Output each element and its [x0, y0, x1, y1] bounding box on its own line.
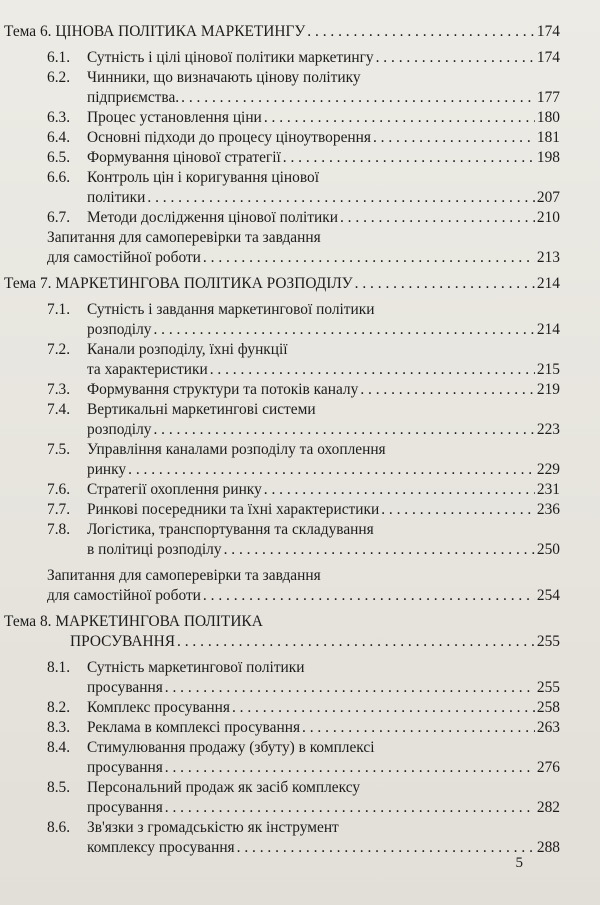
- entry-page-number: 236: [536, 501, 560, 518]
- leader-dots: [153, 320, 534, 340]
- leader-dots: [302, 718, 535, 738]
- entry-title: Контроль цін і коригування цінової: [87, 169, 320, 186]
- entry-title: для самостійної роботи: [47, 249, 201, 266]
- entry-title: Методи дослідження цінової політики: [87, 209, 338, 226]
- leader-dots: [381, 500, 535, 520]
- entry-page-number: 210: [536, 209, 560, 226]
- section-number: 7.2.: [47, 341, 71, 358]
- entry-title: Ринкові посередники та їхні характеристики: [87, 501, 380, 518]
- section-number: 7.6.: [47, 481, 71, 498]
- toc-entry-section: [0, 380, 560, 400]
- leader-dots: [376, 48, 535, 68]
- entry-page-number: 198: [536, 149, 560, 166]
- toc-entry-section: [0, 480, 560, 500]
- entry-title: Тема 7. МАРКЕТИНГОВА ПОЛІТИКА РОЗПОДІЛУ: [4, 275, 353, 292]
- leader-dots: [165, 798, 535, 818]
- leader-dots: [203, 248, 535, 268]
- entry-page-number: 219: [536, 381, 560, 398]
- leader-dots: [264, 480, 535, 500]
- entry-title: в політиці розподілу: [87, 541, 222, 558]
- section-number: 6.1.: [47, 49, 71, 66]
- entry-title: розподілу: [87, 321, 152, 338]
- section-number: 6.2.: [47, 69, 71, 86]
- entry-page-number: 263: [536, 719, 560, 736]
- section-number: 7.4.: [47, 401, 71, 418]
- entry-page-number: 177: [536, 89, 560, 106]
- leader-dots: [165, 758, 535, 778]
- section-number: 6.6.: [47, 169, 71, 186]
- section-number: 7.5.: [47, 441, 71, 458]
- section-number: 8.6.: [47, 819, 71, 836]
- entry-title: підприємства.: [87, 89, 180, 106]
- section-number: 6.4.: [47, 129, 71, 146]
- section-number: 6.7.: [47, 209, 71, 226]
- entry-title: Канали розподілу, їхні функції: [87, 341, 288, 358]
- toc-entry-section: [0, 400, 560, 440]
- leader-dots: [165, 678, 535, 698]
- entry-page-number: 207: [536, 189, 560, 206]
- entry-title: Сутність маркетингової політики: [87, 659, 305, 676]
- leader-dots: [237, 838, 535, 858]
- toc-entry-section: [0, 128, 560, 148]
- section-number: 7.3.: [47, 381, 71, 398]
- toc-entry-section: [0, 340, 560, 380]
- leader-dots: [128, 460, 535, 480]
- entry-page-number: 231: [536, 481, 560, 498]
- toc-entry-topic: [0, 22, 560, 42]
- leader-dots: [360, 380, 535, 400]
- entry-title: Сутність і цілі цінової політики маркетингу: [87, 49, 374, 66]
- entry-title: Реклама в комплексі просування: [87, 719, 301, 736]
- leader-dots: [210, 360, 535, 380]
- leader-dots: [283, 148, 535, 168]
- table-of-contents: [0, 22, 560, 858]
- entry-title: Тема 6. ЦІНОВА ПОЛІТИКА МАРКЕТИНГУ: [4, 23, 306, 40]
- toc-entry-questions: [0, 566, 560, 606]
- entry-title: політики: [87, 189, 146, 206]
- entry-title: Запитання для самоперевірки та завдання: [47, 567, 321, 584]
- entry-title: просування: [87, 679, 163, 696]
- entry-title: Тема 8. МАРКЕТИНГОВА ПОЛІТИКА: [4, 613, 263, 630]
- toc-entry-section: [0, 500, 560, 520]
- entry-title: Формування цінової стратегії: [87, 149, 281, 166]
- entry-title: ПРОСУВАННЯ: [70, 633, 176, 650]
- leader-dots: [224, 540, 535, 560]
- entry-title: Стимулювання продажу (збуту) в комплексі: [87, 739, 375, 756]
- toc-entry-section: [0, 778, 560, 818]
- page-number: 5: [515, 855, 523, 871]
- leader-dots: [355, 274, 535, 294]
- entry-page-number: 288: [536, 839, 560, 856]
- entry-title: просування: [87, 799, 163, 816]
- entry-page-number: 213: [536, 249, 560, 266]
- toc-entry-section: [0, 818, 560, 858]
- toc-entry-section: [0, 440, 560, 480]
- leader-dots: [181, 88, 535, 108]
- leader-dots: [232, 698, 535, 718]
- entry-title: ринку: [87, 461, 127, 478]
- leader-dots: [177, 632, 535, 652]
- entry-title: просування: [87, 759, 163, 776]
- section-number: 8.4.: [47, 739, 71, 756]
- leader-dots: [147, 188, 535, 208]
- entry-title: для самостійної роботи: [47, 587, 201, 604]
- toc-entry-section: [0, 108, 560, 128]
- entry-title: Зв'язки з громадськістю як інструмент: [87, 819, 339, 836]
- entry-title: Управління каналами розподілу та охоплення: [87, 441, 386, 458]
- toc-entry-section: [0, 658, 560, 698]
- section-number: 8.5.: [47, 779, 71, 796]
- entry-title: та характеристики: [87, 361, 208, 378]
- entry-page-number: 180: [536, 109, 560, 126]
- entry-page-number: 276: [536, 759, 560, 776]
- section-number: 8.1.: [47, 659, 71, 676]
- leader-dots: [340, 208, 535, 228]
- entry-title: Сутність і завдання маркетингової політики: [87, 301, 375, 318]
- entry-title: Основні підходи до процесу ціноутворення: [87, 129, 371, 146]
- entry-title: Комплекс просування: [87, 699, 230, 716]
- section-number: 7.1.: [47, 301, 71, 318]
- toc-entry-section: [0, 718, 560, 738]
- section-number: 7.7.: [47, 501, 71, 518]
- entry-page-number: 255: [536, 633, 560, 650]
- toc-entry-section: [0, 738, 560, 778]
- section-number: 7.8.: [47, 521, 71, 538]
- toc-entry-section: [0, 68, 560, 108]
- section-number: 8.2.: [47, 699, 71, 716]
- entry-page-number: 223: [536, 421, 560, 438]
- section-number: 6.5.: [47, 149, 71, 166]
- toc-entry-topic: [0, 274, 560, 294]
- leader-dots: [307, 22, 535, 42]
- entry-page-number: 229: [536, 461, 560, 478]
- section-number: 8.3.: [47, 719, 71, 736]
- leader-dots: [153, 420, 534, 440]
- entry-page-number: 174: [536, 49, 560, 66]
- toc-entry-questions: [0, 228, 560, 268]
- toc-entry-section: [0, 300, 560, 340]
- toc-entry-topic: [0, 612, 560, 652]
- entry-title: Процес установлення ціни: [87, 109, 262, 126]
- entry-title: Логістика, транспортування та складування: [87, 521, 374, 538]
- entry-page-number: 214: [536, 275, 560, 292]
- toc-entry-section: [0, 148, 560, 168]
- entry-page-number: 215: [536, 361, 560, 378]
- section-number: 6.3.: [47, 109, 71, 126]
- toc-entry-section: [0, 520, 560, 560]
- leader-dots: [373, 128, 535, 148]
- leader-dots: [203, 586, 535, 606]
- toc-entry-section: [0, 698, 560, 718]
- entry-page-number: 181: [536, 129, 560, 146]
- entry-title: комплексу просування: [87, 839, 235, 856]
- entry-title: Запитання для самоперевірки та завдання: [47, 229, 321, 246]
- entry-page-number: 250: [536, 541, 560, 558]
- leader-dots: [264, 108, 535, 128]
- entry-page-number: 258: [536, 699, 560, 716]
- entry-page-number: 255: [536, 679, 560, 696]
- entry-title: Чинники, що визначають цінову політику: [87, 69, 361, 86]
- entry-page-number: 174: [536, 23, 560, 40]
- entry-page-number: 254: [536, 587, 560, 604]
- toc-entry-section: [0, 208, 560, 228]
- entry-title: Персональний продаж як засіб комплексу: [87, 779, 361, 796]
- entry-page-number: 282: [536, 799, 560, 816]
- entry-title: розподілу: [87, 421, 152, 438]
- entry-page-number: 214: [536, 321, 560, 338]
- toc-entry-section: [0, 168, 560, 208]
- entry-title: Стратегії охоплення ринку: [87, 481, 262, 498]
- entry-title: Формування структури та потоків каналу: [87, 381, 359, 398]
- entry-title: Вертикальні маркетингові системи: [87, 401, 316, 418]
- toc-entry-section: [0, 48, 560, 68]
